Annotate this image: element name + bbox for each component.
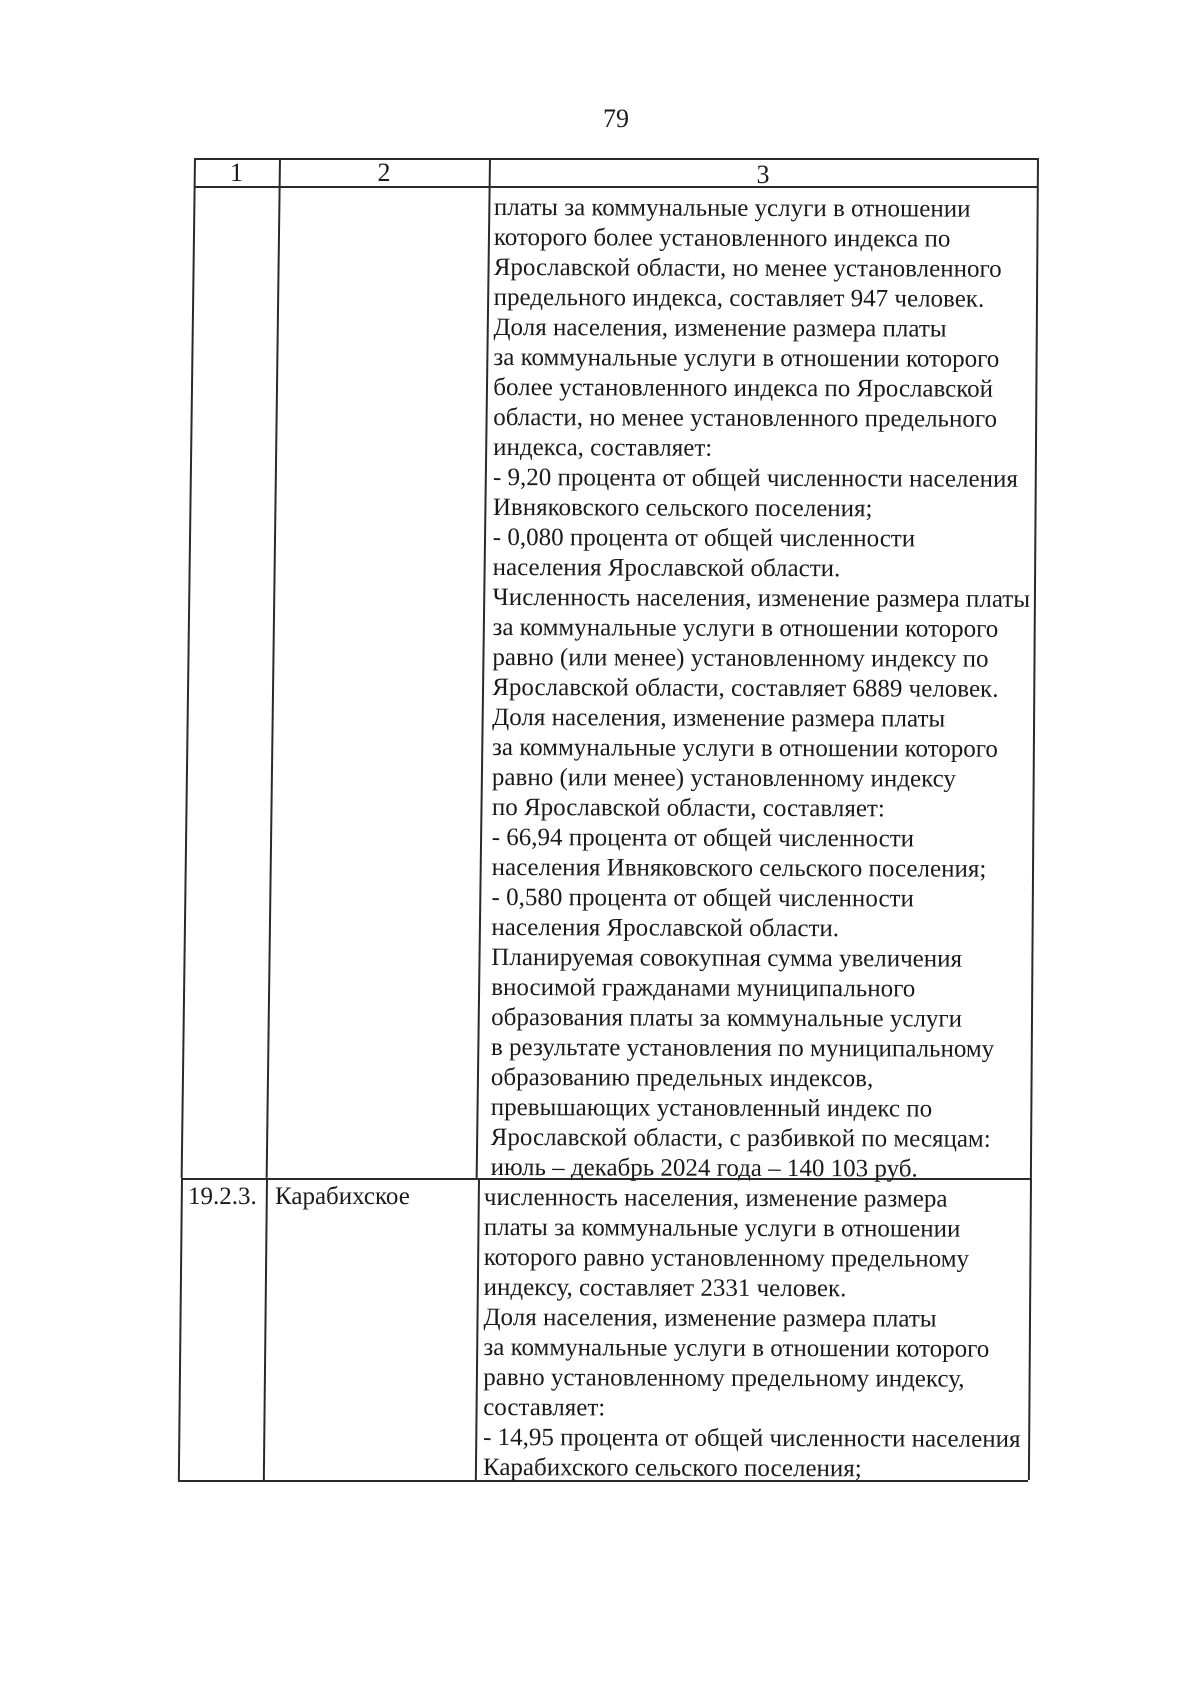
table-col1-divider-upper xyxy=(266,158,281,1178)
text-line: области, но менее установленного предельного xyxy=(493,403,998,433)
text-line: индексу, составляет 2331 человек. xyxy=(483,1273,847,1303)
text-line: индекса, составляет: xyxy=(493,433,713,462)
row2-settlement-name: Карабихское xyxy=(275,1183,410,1210)
table-header-col2: 2 xyxy=(377,158,391,187)
text-line: за коммунальные услуги в отношении которого xyxy=(492,613,999,643)
text-line: за коммунальные услуги в отношении которого xyxy=(493,343,1000,373)
text-line: за коммунальные услуги в отношении которого xyxy=(483,1333,990,1363)
row1-col3-text xyxy=(491,193,1032,1185)
text-line: образования платы за коммунальные услуги xyxy=(491,1003,963,1033)
text-line: предельного индекса, составляет 947 человек. xyxy=(493,283,985,313)
text-line: Доля населения, изменение размера платы xyxy=(483,1303,937,1333)
text-line: населения Ярославской области. xyxy=(492,553,841,583)
text-line: населения Ярославской области. xyxy=(491,913,840,943)
text-line: за коммунальные услуги в отношении которого xyxy=(492,733,998,763)
row2-col3-text xyxy=(483,1183,1021,1485)
text-line: населения Ивняковского сельского поселения; xyxy=(491,853,987,883)
text-line: образованию предельных индексов, xyxy=(490,1063,874,1093)
text-line: - 0,080 процента от общей численности xyxy=(492,523,916,553)
text-line: Ярославской области, с разбивкой по месяцам: xyxy=(490,1123,991,1153)
text-line: июль – декабрь 2024 года – 140 103 руб. xyxy=(490,1153,918,1183)
text-line: Доля населения, изменение размера платы xyxy=(493,313,947,343)
text-line: равно (или менее) установленному индексу по xyxy=(492,643,989,673)
table-right-border-lower xyxy=(1028,1178,1032,1480)
table-header-col1: 1 xyxy=(230,158,243,187)
text-line: платы за коммунальные услуги в отношении xyxy=(493,194,971,223)
text-line: платы за коммунальные услуги в отношении xyxy=(483,1213,961,1243)
table-header-col3: 3 xyxy=(756,160,770,189)
table-col2-divider-upper xyxy=(476,158,491,1178)
text-line: вносимой гражданами муниципального xyxy=(491,973,916,1003)
text-line: более установленного индекса по Ярославской xyxy=(493,373,994,403)
text-line: Карабихского сельского поселения; xyxy=(482,1453,862,1483)
text-line: - 9,20 процента от общей численности населения xyxy=(492,463,1018,493)
text-line: численность населения, изменение размера xyxy=(483,1184,948,1213)
table-right-border-upper xyxy=(1030,158,1039,1178)
text-line: Численность населения, изменение размера платы xyxy=(492,583,1031,613)
text-line: Доля населения, изменение размера платы xyxy=(492,703,946,733)
table-left-border-upper xyxy=(181,158,196,1178)
text-line: Ярославской области, но менее установленного xyxy=(493,253,1002,283)
page-number: 79 xyxy=(603,104,629,133)
table-col1-divider-lower xyxy=(263,1178,268,1480)
text-line: Ивняковского сельского поселения; xyxy=(492,493,873,523)
text-line: превышающих установленный индекс по xyxy=(490,1093,933,1123)
text-line: в результате установления по муниципальному xyxy=(490,1033,995,1063)
text-line: равно установленному предельному индексу, xyxy=(483,1363,965,1393)
text-line: составляет: xyxy=(483,1393,606,1422)
text-line: Планируемая совокупная сумма увеличения xyxy=(491,943,963,973)
table-col2-divider-lower xyxy=(475,1178,480,1480)
row2-number: 19.2.3. xyxy=(188,1183,257,1210)
text-line: - 66,94 процента от общей численности xyxy=(491,823,915,853)
text-line: которого более установленного индекса по xyxy=(493,223,951,253)
text-line: Ярославской области, составляет 6889 человек. xyxy=(492,673,999,703)
text-line: - 14,95 процента от общей численности населения xyxy=(483,1423,1021,1453)
text-line: - 0,580 процента от общей численности xyxy=(491,883,914,913)
text-line: по Ярославской области, составляет: xyxy=(491,793,885,823)
text-line: которого равно установленному предельному xyxy=(483,1243,970,1273)
table-left-border-lower xyxy=(178,1178,183,1480)
text-line: равно (или менее) установленному индексу xyxy=(491,763,956,793)
